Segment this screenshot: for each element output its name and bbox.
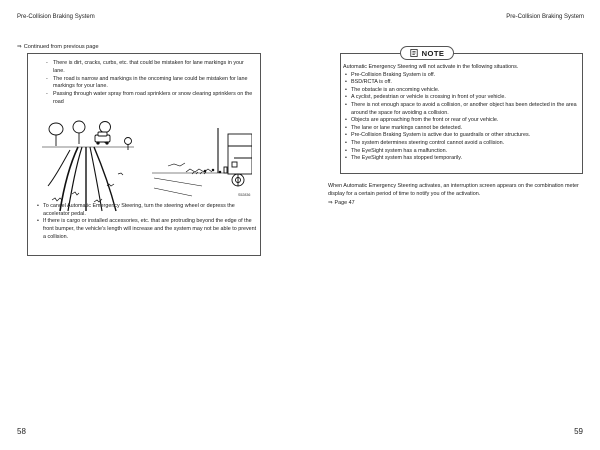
caution-bullets <box>36 203 258 242</box>
note-item: • Pre-Collision Braking System is off. <box>345 72 579 80</box>
truck-rear <box>228 134 252 186</box>
note-list <box>345 72 579 163</box>
page-reference-link[interactable] <box>328 199 355 207</box>
illustration-code: S52836 <box>238 193 251 197</box>
right-page <box>300 0 600 450</box>
note-intro: Automatic Emergency Steering will not activate in the following situations. <box>343 64 519 70</box>
dash-item-1: - There is dirt, cracks, curbs, etc. that could be mistaken for lane markings in your lane. <box>46 60 256 75</box>
caution-box <box>27 53 261 256</box>
note-book-icon <box>410 49 418 57</box>
note-item: • The obstacle is an oncoming vehicle. <box>345 87 579 95</box>
note-item: • The lane or lane markings cannot be detected. <box>345 125 579 133</box>
sprinkler-scene <box>152 128 252 196</box>
continued-note <box>17 44 99 50</box>
tree-far <box>125 138 132 151</box>
note-item: • The system determines steering control cannot avoid a collision. <box>345 140 579 148</box>
note-item: • A cyclist, pedestrian or vehicle is crossing in front of your vehicle. <box>345 94 579 102</box>
note-header <box>400 46 454 60</box>
dash-list <box>46 60 256 107</box>
left-running-head: Pre-Collision Braking System <box>17 14 95 20</box>
continued-text: Continued from previous page <box>23 44 99 50</box>
left-page-number: 58 <box>17 427 26 436</box>
double-arrow-right-icon: ⇒ <box>328 200 333 206</box>
bullet-item-1: • To cancel Automatic Emergency Steering, turn the steering wheel or depress the accelerator pedal. <box>36 203 258 218</box>
activation-paragraph: When Automatic Emergency Steering activates, an interruption screen appears on the combination meter display for a certain period of time to notify you of the activation. <box>328 183 579 198</box>
note-label: NOTE <box>421 48 445 58</box>
car-distant <box>95 132 110 144</box>
note-item: • Pre-Collision Braking System is active due to guardrails or other structures. <box>345 132 579 140</box>
note-item: • The EyeSight system has stopped temporarily. <box>345 155 579 163</box>
dirt-road-scene <box>42 121 134 211</box>
note-item: • BSD/RCTA is off. <box>345 79 579 87</box>
dash-item-3: - Passing through water spray from road sprinklers or snow clearing sprinklers on the road <box>46 91 256 106</box>
double-arrow-right-icon: ⇒ <box>17 44 22 50</box>
right-running-head: Pre-Collision Braking System <box>506 14 584 20</box>
tree-center <box>73 121 85 144</box>
page-reference-text[interactable]: Page 47 <box>334 200 355 206</box>
dash-item-2: - The road is narrow and markings in the oncoming lane could be mistaken for lane markings for your lane. <box>46 76 256 91</box>
note-box <box>340 48 583 174</box>
note-item: • There is not enough space to avoid a collision, or another object has been detected in the area around the space for avoiding a collision. <box>345 102 579 117</box>
bullet-item-2: • If there is cargo or installed accessories, etc. that are protruding beyond the edge of the front bumper, the vehicle's length will increase and the system may not be able to prevent a collision. <box>36 218 258 241</box>
right-page-number: 59 <box>574 427 583 436</box>
note-item: • Objects are approaching from the front or rear of your vehicle. <box>345 117 579 125</box>
tree-left <box>49 123 63 146</box>
note-item: • The EyeSight system has a malfunction. <box>345 148 579 156</box>
